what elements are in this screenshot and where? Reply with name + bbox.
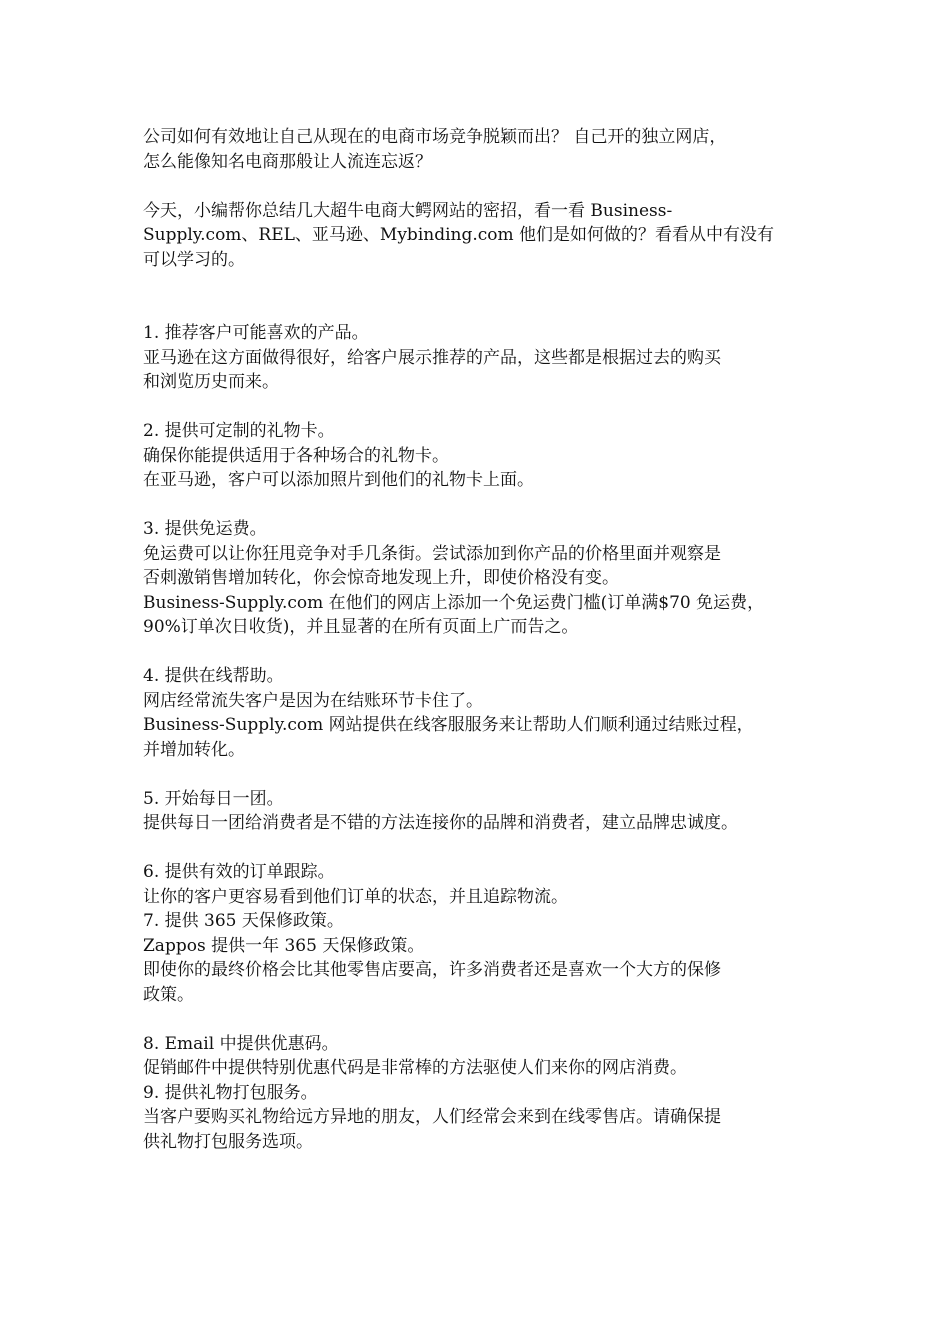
tip-heading: 1. 推荐客户可能喜欢的产品。 <box>143 323 369 343</box>
tip-heading: 6. 提供有效的订单跟踪。 <box>143 862 335 882</box>
tip-body-line: 提供每日一团给消费者是不错的方法连接你的品牌和消费者，建立品牌忠诚度。 <box>143 813 738 833</box>
text-line: Supply.com、REL、亚马逊、Mybinding.com 他们是如何做的？看看从中有没有 <box>143 225 775 245</box>
tip-body-line: 让你的客户更容易看到他们订单的状态，并且追踪物流。 <box>143 886 568 907</box>
tip-heading: 2. 提供可定制的礼物卡。 <box>143 421 335 441</box>
tip-body-line: 免运费可以让你狂甩竞争对手几条街。尝试添加到你产品的价格里面并观察是 <box>143 543 721 564</box>
tip-heading: 5. 开始每日一团。 <box>143 788 284 809</box>
tip-body-line: Zappos 提供一年 365 天保修政策。 <box>143 935 425 956</box>
tip-body-line: 确保你能提供适用于各种场合的礼物卡。 <box>143 445 449 466</box>
tip-body-line: 否刺激销售增加转化，你会惊奇地发现上升，即使价格没有变。 <box>143 568 619 588</box>
tip-body-line: 即使你的最终价格会比其他零售店要高，许多消费者还是喜欢一个大方的保修 <box>143 960 721 980</box>
tip-body-line: 和浏览历史而来。 <box>143 372 279 392</box>
paragraph-spacer <box>143 493 813 518</box>
document-page <box>143 125 813 1154</box>
tip-item-3 <box>143 517 813 640</box>
paragraph-spacer <box>143 395 813 420</box>
tip-item-5 <box>143 787 813 836</box>
text-line: 今天，小编帮你总结几大超牛电商大鳄网站的密招，看一看 Business- <box>143 200 673 221</box>
tip-body-line: Business-Supply.com 网站提供在线客服服务来让帮助人们顺利通过结账过程， <box>143 715 754 735</box>
tip-body-line: 政策。 <box>143 984 194 1005</box>
tip-body-line: 在亚马逊，客户可以添加照片到他们的礼物卡上面。 <box>143 470 534 490</box>
tip-body-line: 亚马逊在这方面做得很好，给客户展示推荐的产品，这些都是根据过去的购买 <box>143 347 721 368</box>
tip-item-1 <box>143 321 813 395</box>
tip-heading: 3. 提供免运费。 <box>143 519 267 539</box>
text-line: 可以学习的。 <box>143 249 245 270</box>
paragraph-spacer <box>143 174 813 199</box>
tip-heading: 8. Email 中提供优惠码。 <box>143 1033 339 1054</box>
intro-paragraph-2 <box>143 199 813 273</box>
tip-body-line: Business-Supply.com 在他们的网店上添加一个免运费门槛(订单满$70 免运费， <box>143 592 765 613</box>
tip-heading: 7. 提供 365 天保修政策。 <box>143 911 344 931</box>
tip-item-8 <box>143 1032 813 1081</box>
tip-body-line: 当客户要购买礼物给远方异地的朋友，人们经常会来到在线零售店。请确保提 <box>143 1107 721 1127</box>
tip-body-line: 90%订单次日收货)，并且显著的在所有页面上广而告之。 <box>143 617 579 637</box>
intro-paragraph-1 <box>143 125 813 174</box>
tip-item-6 <box>143 860 813 909</box>
tip-heading: 9. 提供礼物打包服务。 <box>143 1082 318 1103</box>
paragraph-spacer <box>143 762 813 787</box>
tip-item-7 <box>143 909 813 1007</box>
text-line: 公司如何有效地让自己从现在的电商市场竞争脱颖而出？ 自己开的独立网店， <box>143 127 727 147</box>
tip-item-9 <box>143 1081 813 1155</box>
tip-body-line: 网店经常流失客户是因为在结账环节卡住了。 <box>143 690 483 711</box>
section-spacer <box>143 272 813 321</box>
tip-item-4 <box>143 664 813 762</box>
tip-heading: 4. 提供在线帮助。 <box>143 666 284 686</box>
tip-body-line: 供礼物打包服务选项。 <box>143 1131 313 1152</box>
paragraph-spacer <box>143 1007 813 1032</box>
paragraph-spacer <box>143 836 813 861</box>
paragraph-spacer <box>143 640 813 665</box>
tip-item-2 <box>143 419 813 493</box>
tip-body-line: 促销邮件中提供特别优惠代码是非常棒的方法驱使人们来你的网店消费。 <box>143 1058 687 1078</box>
text-line: 怎么能像知名电商那般让人流连忘返？ <box>143 151 432 172</box>
tip-body-line: 并增加转化。 <box>143 739 245 760</box>
